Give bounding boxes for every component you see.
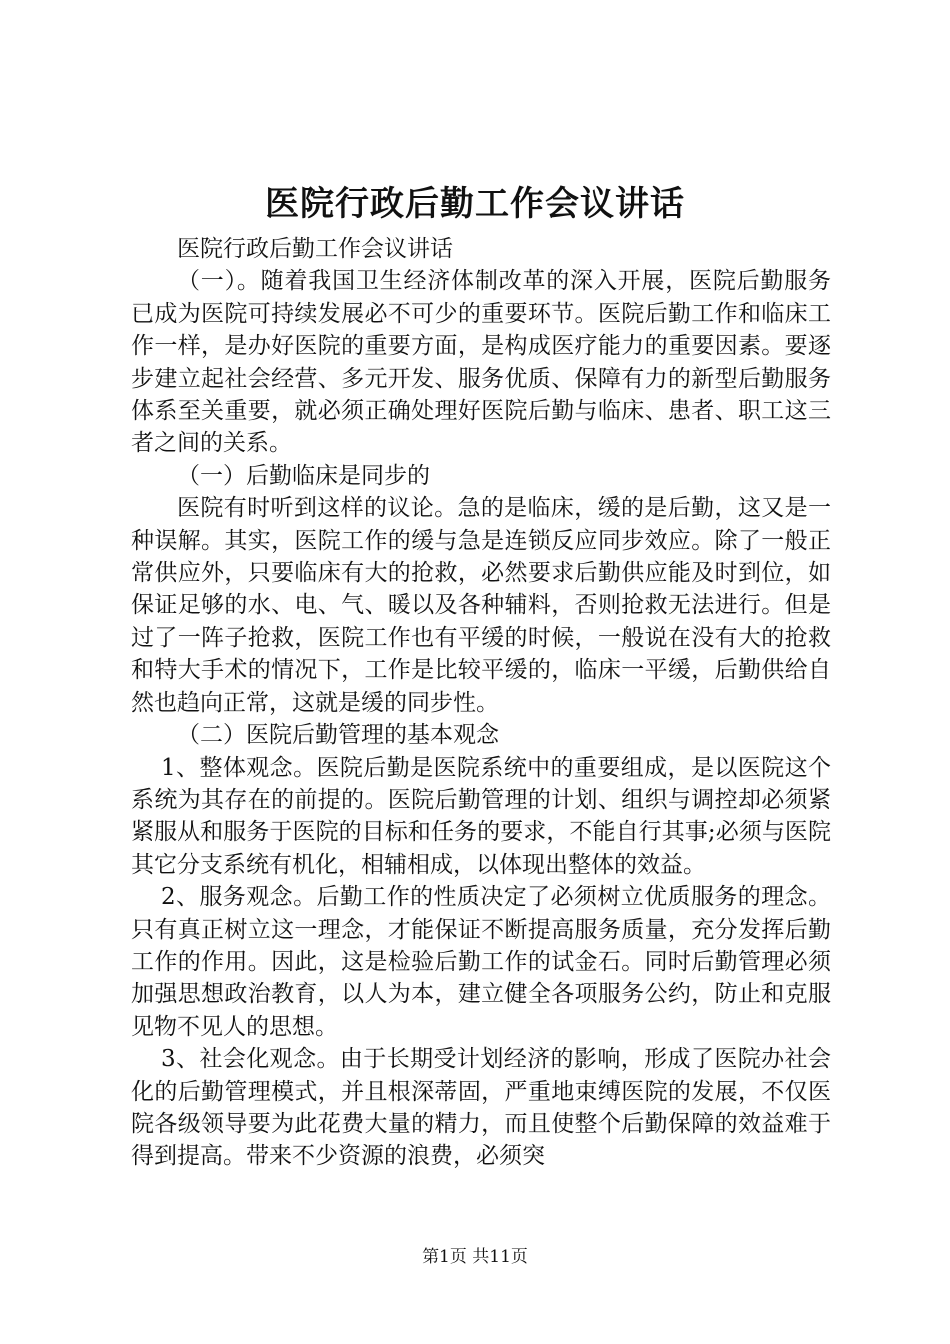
section-heading-1: （一）后勤临床是同步的	[177, 462, 430, 489]
document-body	[131, 233, 831, 1173]
subtitle-paragraph: 医院行政后勤工作会议讲话	[177, 236, 453, 262]
intro-paragraph: （一）。随着我国卫生经济体制改革的深入开展，医院后勤服务已成为医院可持续发展必不可少的重要环节。医院后勤工作和临床工作一样，是办好医院的重要方面，是构成医疗能力的重要因素。要逐步建立起社会经营、多元开发、服务优质、保障有力的新型后勤服务体系至关重要，就必须正确处理好医院后勤与临床、患者、职工这三者之间的关系。	[131, 268, 831, 457]
document-title: 医院行政后勤工作会议讲话	[265, 184, 685, 224]
body-paragraph: 3、社会化观念。由于长期受计划经济的影响，形成了医院办社会化的后勤管理模式，并且根深蒂固，严重地束缚医院的发展，不仅医院各级领导要为此花费大量的精力，而且使整个后勤保障的效益难于得到提高。带来不少资源的浪费，必须突	[131, 1046, 831, 1170]
page-number-footer: 第1页 共11页	[422, 1247, 528, 1267]
body-paragraph: 2、服务观念。后勤工作的性质决定了必须树立优质服务的理念。只有真正树立这一理念，才能保证不断提高服务质量，充分发挥后勤工作的作用。因此，这是检验后勤工作的试金石。同时后勤管理必须加强思想政治教育，以人为本，建立健全各项服务公约，防止和克服见物不见人的思想。	[131, 884, 831, 1040]
section-heading-2: （二）医院后勤管理的基本观念	[177, 722, 499, 749]
body-paragraph: 医院有时听到这样的议论。急的是临床，缓的是后勤，这又是一种误解。其实，医院工作的缓与急是连锁反应同步效应。除了一般正常供应外，只要临床有大的抢救，必然要求后勤供应能及时到位，如保证足够的水、电、气、暖以及各种辅料，否则抢救无法进行。但是过了一阵子抢救，医院工作也有平缓的时候，一般说在没有大的抢救和特大手术的情况下，工作是比较平缓的，临床一平缓，后勤供给自然也趋向正常，这就是缓的同步性。	[131, 495, 831, 716]
body-paragraph: 1、整体观念。医院后勤是医院系统中的重要组成，是以医院这个系统为其存在的前提的。医院后勤管理的计划、组织与调控却必须紧紧服从和服务于医院的目标和任务的要求，不能自行其事;必须与医院其它分支系统有机化，相辅相成，以体现出整体的效益。	[131, 754, 831, 878]
